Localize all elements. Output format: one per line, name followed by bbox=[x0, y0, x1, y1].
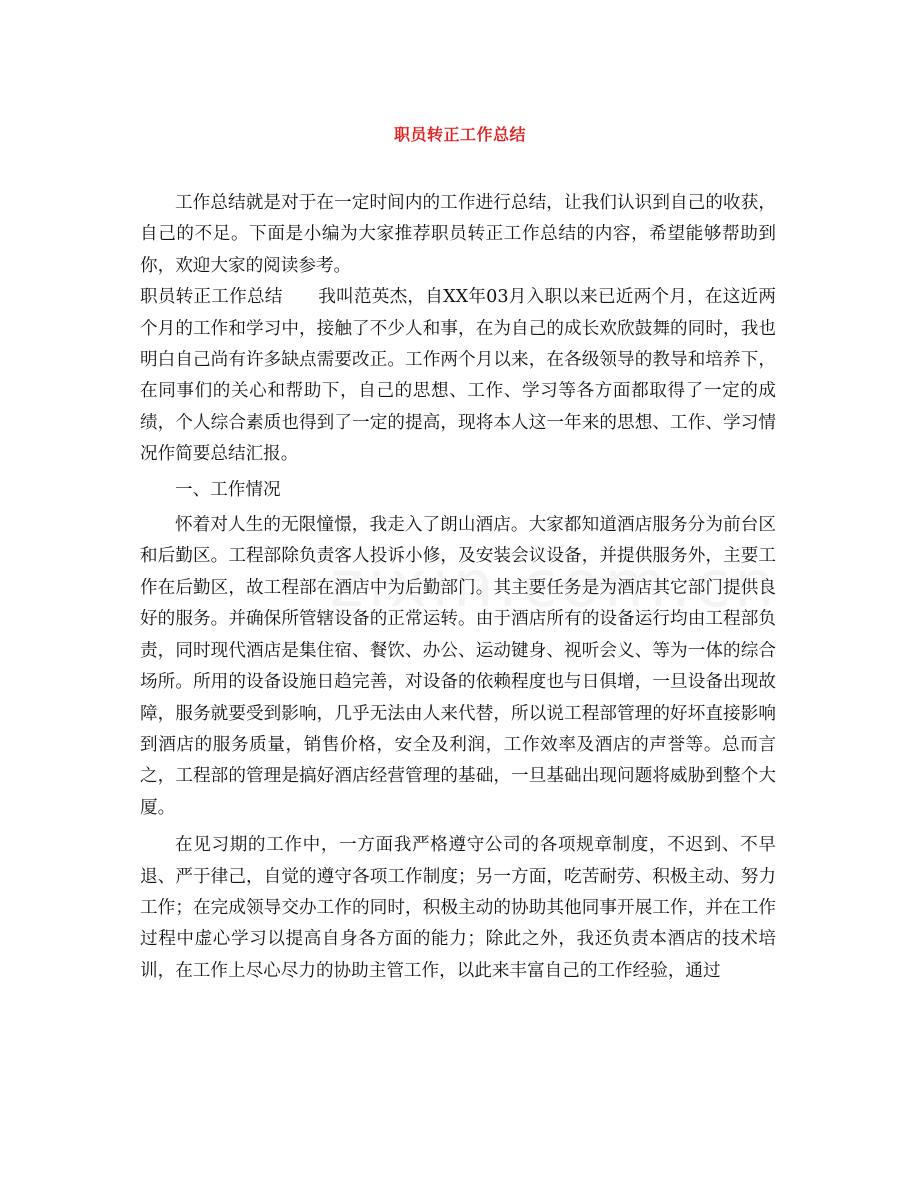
intro-paragraph: 工作总结就是对于在一定时间内的工作进行总结，让我们认识到自己的收获，自己的不足。下面是小编为大家推荐职员转正工作总结的内容，希望能够帮助到你，欢迎大家的阅读参考。 bbox=[140, 193, 776, 276]
document-body bbox=[140, 188, 776, 987]
summary-paragraph: 职员转正工作总结 我叫范英杰，自XX年03月入职以来已近两个月，在这近两个月的工作和学习中，接触了不少人和事，在为自己的成长欢欣鼓舞的同时，我也明白自己尚有许多缺点需要改正。工作两个月以来，在各级领导的教导和培养下，在同事们的关心和帮助下，自己的思想、工作、学习等各方面都取得了一定的成绩，个人综合素质也得到了一定的提高，现将本人这一年来的思想、工作、学习情况作简要总结汇报。 bbox=[140, 287, 776, 465]
probation-paragraph: 在见习期的工作中，一方面我严格遵守公司的各项规章制度，不迟到、不早退、严于律己，自觉的遵守各项工作制度；另一方面，吃苦耐劳、积极主动、努力工作；在完成领导交办工作的同时，积极主动的协助其他同事开展工作，并在工作过程中虚心学习以提高自身各方面的能力；除此之外，我还负责本酒店的技术培训，在工作上尽心尽力的协助主管工作，以此来丰富自己的工作经验，通过 bbox=[140, 835, 776, 981]
document-title: 职员转正工作总结 bbox=[393, 125, 526, 144]
section-heading: 一、工作情况 bbox=[175, 479, 281, 500]
work-paragraph: 怀着对人生的无限憧憬，我走入了朗山酒店。大家都知道酒店服务分为前台区和后勤区。工程部除负责客人投诉小修，及安装会议设备，并提供服务外，主要工作在后勤区，故工程部在酒店中为后勤部门。其主要任务是为酒店其它部门提供良好的服务。并确保所管辖设备的正常运转。由于酒店所有的设备运行均由工程部负责，同时现代酒店是集住宿、餐饮、办公、运动键身、视听会义、等为一体的综合场所。所用的设备设施日趋完善，对设备的依赖程度也与日俱增，一旦设备出现故障，服务就要受到影响，几乎无法由人来代替，所以说工程部管理的好坏直接影响到酒店的服务质量，销售价格，安全及利润，工作效率及酒店的声誉等。总而言之，工程部的管理是搞好酒店经营管理的基础，一旦基础出现问题将威胁到整个大厦。 bbox=[140, 515, 776, 818]
